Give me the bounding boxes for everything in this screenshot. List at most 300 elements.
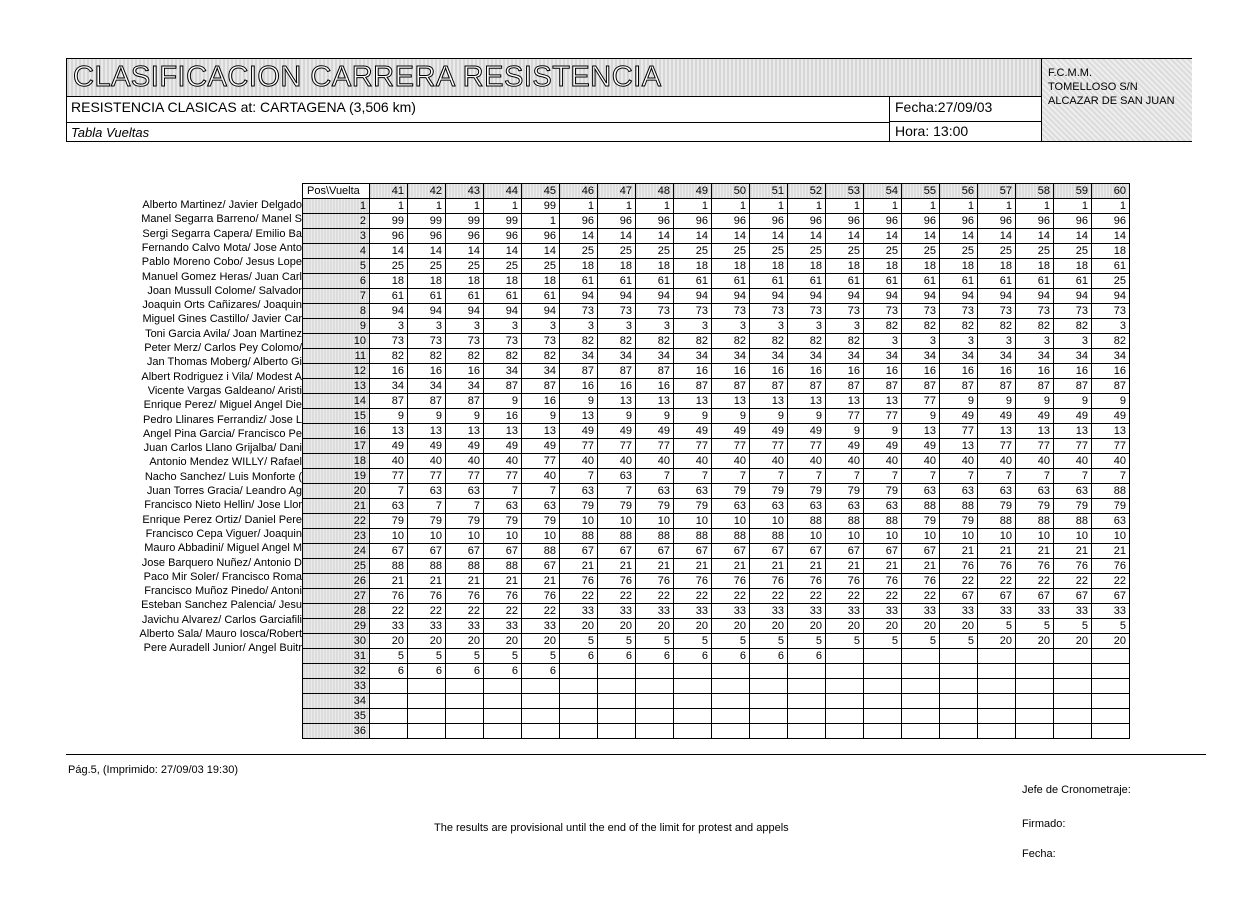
footer-divider <box>66 754 1206 755</box>
bike-number-cell: 82 <box>522 349 560 364</box>
bike-number-cell: 94 <box>560 289 598 304</box>
bike-number-cell <box>446 694 484 709</box>
bike-number-cell <box>1016 694 1054 709</box>
bike-number-cell: 40 <box>788 454 826 469</box>
bike-number-cell: 33 <box>1016 604 1054 619</box>
report-title: CLASIFICACION CARRERA RESISTENCIA <box>73 61 662 93</box>
bike-number-cell: 14 <box>446 244 484 259</box>
bike-number-cell: 77 <box>712 439 750 454</box>
bike-number-cell: 76 <box>712 574 750 589</box>
bike-number-cell: 49 <box>712 424 750 439</box>
bike-number-cell: 3 <box>522 319 560 334</box>
bike-number-cell: 96 <box>864 214 902 229</box>
bike-number-cell <box>522 724 560 739</box>
bike-number-cell: 34 <box>522 364 560 379</box>
bike-number-cell <box>902 724 940 739</box>
bike-number-cell: 14 <box>1054 229 1092 244</box>
table-row <box>303 259 1130 274</box>
bike-number-cell: 96 <box>446 229 484 244</box>
bike-number-cell: 9 <box>788 409 826 424</box>
bike-number-cell: 6 <box>370 664 408 679</box>
bike-number-cell: 40 <box>902 454 940 469</box>
bike-number-cell: 25 <box>864 244 902 259</box>
bike-number-cell <box>712 664 750 679</box>
bike-number-cell: 33 <box>750 604 788 619</box>
bike-number-cell: 94 <box>1054 289 1092 304</box>
bike-number-cell: 10 <box>978 529 1016 544</box>
bike-number-cell: 7 <box>560 469 598 484</box>
bike-number-cell: 88 <box>484 559 522 574</box>
team-name: Manel Segarra Barreno/ Manel S <box>141 213 302 226</box>
bike-number-cell: 82 <box>788 334 826 349</box>
bike-number-cell: 6 <box>712 649 750 664</box>
bike-number-cell: 61 <box>484 289 522 304</box>
bike-number-cell: 1 <box>484 199 522 214</box>
bike-number-cell <box>978 724 1016 739</box>
position-cell: 17 <box>303 439 370 454</box>
bike-number-cell <box>940 649 978 664</box>
bike-number-cell: 67 <box>826 544 864 559</box>
bike-number-cell: 67 <box>788 544 826 559</box>
bike-number-cell: 3 <box>408 319 446 334</box>
bike-number-cell: 14 <box>636 229 674 244</box>
bike-number-cell: 5 <box>788 634 826 649</box>
bike-number-cell: 77 <box>446 469 484 484</box>
bike-number-cell: 1 <box>370 199 408 214</box>
position-cell: 20 <box>303 484 370 499</box>
bike-number-cell <box>978 649 1016 664</box>
position-cell: 19 <box>303 469 370 484</box>
bike-number-cell: 3 <box>560 319 598 334</box>
bike-number-cell: 63 <box>674 484 712 499</box>
bike-number-cell: 76 <box>826 574 864 589</box>
bike-number-cell: 96 <box>750 214 788 229</box>
bike-number-cell: 33 <box>864 604 902 619</box>
bike-number-cell: 21 <box>750 559 788 574</box>
bike-number-cell: 21 <box>636 559 674 574</box>
bike-number-cell: 87 <box>598 364 636 379</box>
bike-number-cell: 61 <box>712 274 750 289</box>
position-cell: 36 <box>303 724 370 739</box>
bike-number-cell: 7 <box>522 484 560 499</box>
bike-number-cell: 87 <box>636 364 674 379</box>
position-cell: 23 <box>303 529 370 544</box>
position-cell: 8 <box>303 304 370 319</box>
bike-number-cell: 5 <box>902 634 940 649</box>
bike-number-cell: 9 <box>940 394 978 409</box>
bike-number-cell: 16 <box>370 364 408 379</box>
bike-number-cell: 18 <box>1054 259 1092 274</box>
chief-timekeeper-label: Jefe de Cronometraje: <box>1022 784 1131 796</box>
bike-number-cell: 14 <box>370 244 408 259</box>
bike-number-cell: 96 <box>788 214 826 229</box>
bike-number-cell: 18 <box>902 259 940 274</box>
bike-number-cell: 76 <box>598 574 636 589</box>
table-row <box>303 289 1130 304</box>
bike-number-cell <box>864 724 902 739</box>
bike-number-cell: 49 <box>1016 409 1054 424</box>
bike-number-cell: 63 <box>522 499 560 514</box>
bike-number-cell: 73 <box>864 304 902 319</box>
bike-number-cell: 20 <box>1016 634 1054 649</box>
bike-number-cell: 10 <box>1092 529 1130 544</box>
bike-number-cell: 14 <box>674 229 712 244</box>
bike-number-cell: 67 <box>978 589 1016 604</box>
bike-number-cell: 79 <box>484 514 522 529</box>
bike-number-cell: 73 <box>598 304 636 319</box>
position-cell: 4 <box>303 244 370 259</box>
bike-number-cell: 33 <box>788 604 826 619</box>
bike-number-cell: 73 <box>446 334 484 349</box>
bike-number-cell <box>1016 679 1054 694</box>
bike-number-cell: 7 <box>484 484 522 499</box>
bike-number-cell: 61 <box>788 274 826 289</box>
bike-number-cell: 21 <box>1016 544 1054 559</box>
bike-number-cell: 33 <box>1092 604 1130 619</box>
bike-number-cell: 5 <box>484 649 522 664</box>
bike-number-cell: 88 <box>370 559 408 574</box>
page-info: Pág.5, (Imprimido: 27/09/03 19:30) <box>68 764 238 776</box>
bike-number-cell: 9 <box>674 409 712 424</box>
team-name: Javichu Alvarez/ Carlos Garciafili <box>141 613 302 626</box>
bike-number-cell: 10 <box>408 529 446 544</box>
bike-number-cell: 13 <box>484 424 522 439</box>
bike-number-cell: 22 <box>750 589 788 604</box>
bike-number-cell: 79 <box>712 484 750 499</box>
bike-number-cell: 16 <box>902 364 940 379</box>
lap-header-cell: 57 <box>978 184 1016 199</box>
bike-number-cell: 40 <box>1054 454 1092 469</box>
bike-number-cell: 96 <box>598 214 636 229</box>
bike-number-cell: 67 <box>1092 589 1130 604</box>
bike-number-cell: 73 <box>560 304 598 319</box>
bike-number-cell: 1 <box>598 199 636 214</box>
bike-number-cell: 40 <box>940 454 978 469</box>
bike-number-cell: 77 <box>864 409 902 424</box>
bike-number-cell: 34 <box>598 349 636 364</box>
bike-number-cell: 73 <box>674 304 712 319</box>
table-row <box>303 619 1130 634</box>
table-row <box>303 469 1130 484</box>
bike-number-cell: 7 <box>750 469 788 484</box>
bike-number-cell: 34 <box>560 349 598 364</box>
bike-number-cell: 22 <box>902 589 940 604</box>
bike-number-cell: 6 <box>522 664 560 679</box>
bike-number-cell: 67 <box>864 544 902 559</box>
bike-number-cell: 10 <box>750 514 788 529</box>
bike-number-cell: 1 <box>902 199 940 214</box>
bike-number-cell: 49 <box>484 439 522 454</box>
bike-number-cell: 76 <box>864 574 902 589</box>
bike-number-cell: 79 <box>788 484 826 499</box>
bike-number-cell: 3 <box>598 319 636 334</box>
title-band <box>67 59 1041 97</box>
bike-number-cell: 1 <box>1092 199 1130 214</box>
bike-number-cell: 16 <box>788 364 826 379</box>
bike-number-cell: 40 <box>1092 454 1130 469</box>
bike-number-cell: 82 <box>864 319 902 334</box>
bike-number-cell <box>446 679 484 694</box>
position-cell: 26 <box>303 574 370 589</box>
bike-number-cell: 73 <box>826 304 864 319</box>
table-row <box>303 319 1130 334</box>
bike-number-cell: 25 <box>522 259 560 274</box>
bike-number-cell <box>902 694 940 709</box>
bike-number-cell: 73 <box>902 304 940 319</box>
bike-number-cell: 9 <box>446 409 484 424</box>
bike-number-cell: 63 <box>1016 484 1054 499</box>
bike-number-cell: 82 <box>978 319 1016 334</box>
bike-number-cell: 13 <box>446 424 484 439</box>
lap-header-cell: 49 <box>674 184 712 199</box>
bike-number-cell: 73 <box>788 304 826 319</box>
bike-number-cell: 18 <box>560 259 598 274</box>
bike-number-cell: 40 <box>598 454 636 469</box>
bike-number-cell: 34 <box>902 349 940 364</box>
bike-number-cell: 22 <box>560 589 598 604</box>
bike-number-cell <box>750 724 788 739</box>
bike-number-cell: 25 <box>1016 244 1054 259</box>
bike-number-cell: 61 <box>560 274 598 289</box>
bike-number-cell <box>1016 649 1054 664</box>
lap-header-cell: 46 <box>560 184 598 199</box>
position-cell: 5 <box>303 259 370 274</box>
bike-number-cell: 3 <box>370 319 408 334</box>
bike-number-cell: 22 <box>522 604 560 619</box>
bike-number-cell: 34 <box>940 349 978 364</box>
bike-number-cell: 20 <box>484 634 522 649</box>
bike-number-cell: 76 <box>408 589 446 604</box>
bike-number-cell: 14 <box>1016 229 1054 244</box>
position-cell: 29 <box>303 619 370 634</box>
bike-number-cell: 40 <box>636 454 674 469</box>
bike-number-cell: 33 <box>598 604 636 619</box>
bike-number-cell <box>636 724 674 739</box>
bike-number-cell: 7 <box>1092 469 1130 484</box>
bike-number-cell: 22 <box>636 589 674 604</box>
bike-number-cell: 20 <box>940 619 978 634</box>
bike-number-cell: 40 <box>674 454 712 469</box>
bike-number-cell: 40 <box>864 454 902 469</box>
bike-number-cell: 94 <box>446 304 484 319</box>
bike-number-cell: 13 <box>750 394 788 409</box>
position-cell: 35 <box>303 709 370 724</box>
bike-number-cell: 18 <box>484 274 522 289</box>
bike-number-cell: 67 <box>940 589 978 604</box>
bike-number-cell: 87 <box>978 379 1016 394</box>
provisional-disclaimer: The results are provisional until the end of the limit for protest and appels <box>434 822 789 834</box>
bike-number-cell: 67 <box>370 544 408 559</box>
bike-number-cell: 61 <box>978 274 1016 289</box>
lap-header-cell: 53 <box>826 184 864 199</box>
bike-number-cell: 76 <box>940 559 978 574</box>
bike-number-cell: 49 <box>598 424 636 439</box>
bike-number-cell: 21 <box>864 559 902 574</box>
table-row <box>303 484 1130 499</box>
bike-number-cell <box>408 724 446 739</box>
bike-number-cell: 16 <box>940 364 978 379</box>
position-cell: 34 <box>303 694 370 709</box>
bike-number-cell: 40 <box>750 454 788 469</box>
bike-number-cell: 82 <box>408 349 446 364</box>
bike-number-cell: 20 <box>978 634 1016 649</box>
bike-number-cell: 79 <box>978 499 1016 514</box>
bike-number-cell: 25 <box>408 259 446 274</box>
bike-number-cell: 88 <box>902 499 940 514</box>
bike-number-cell: 63 <box>484 499 522 514</box>
bike-number-cell <box>940 709 978 724</box>
report-date: Fecha:27/09/03 <box>895 99 993 115</box>
bike-number-cell <box>484 724 522 739</box>
team-name: Alberto Martinez/ Javier Delgado <box>142 199 302 211</box>
bike-number-cell: 99 <box>370 214 408 229</box>
bike-number-cell: 96 <box>826 214 864 229</box>
bike-number-cell: 40 <box>522 469 560 484</box>
team-name: Francisco Muñoz Pinedo/ Antoni <box>144 585 302 598</box>
bike-number-cell: 88 <box>1092 484 1130 499</box>
position-cell: 18 <box>303 454 370 469</box>
bike-number-cell: 96 <box>1016 214 1054 229</box>
bike-number-cell: 77 <box>408 469 446 484</box>
bike-number-cell: 7 <box>1054 469 1092 484</box>
bike-number-cell: 79 <box>826 484 864 499</box>
bike-number-cell: 5 <box>522 649 560 664</box>
bike-number-cell: 16 <box>598 379 636 394</box>
bike-number-cell: 21 <box>788 559 826 574</box>
team-name: Fernando Calvo Mota/ Jose Anto <box>141 241 302 254</box>
bike-number-cell: 21 <box>484 574 522 589</box>
bike-number-cell: 87 <box>446 394 484 409</box>
bike-number-cell: 5 <box>674 634 712 649</box>
bike-number-cell: 88 <box>788 514 826 529</box>
bike-number-cell: 10 <box>940 529 978 544</box>
table-row <box>303 604 1130 619</box>
bike-number-cell: 63 <box>940 484 978 499</box>
bike-number-cell: 21 <box>1054 544 1092 559</box>
date-time-box <box>889 96 1041 142</box>
bike-number-cell <box>940 664 978 679</box>
bike-number-cell: 82 <box>446 349 484 364</box>
bike-number-cell <box>522 679 560 694</box>
bike-number-cell: 10 <box>712 514 750 529</box>
bike-number-cell: 76 <box>522 589 560 604</box>
bike-number-cell: 18 <box>598 259 636 274</box>
bike-number-cell <box>674 679 712 694</box>
table-row <box>303 709 1130 724</box>
bike-number-cell: 14 <box>788 229 826 244</box>
bike-number-cell: 79 <box>750 484 788 499</box>
bike-number-cell <box>826 709 864 724</box>
bike-number-cell: 25 <box>598 244 636 259</box>
bike-number-cell <box>940 694 978 709</box>
bike-number-cell: 34 <box>1092 349 1130 364</box>
bike-number-cell: 5 <box>560 634 598 649</box>
bike-number-cell: 9 <box>1092 394 1130 409</box>
lap-header-cell: 51 <box>750 184 788 199</box>
bike-number-cell: 88 <box>712 529 750 544</box>
bike-number-cell: 96 <box>1054 214 1092 229</box>
bike-number-cell: 76 <box>446 589 484 604</box>
table-row <box>303 529 1130 544</box>
lap-header-cell: 56 <box>940 184 978 199</box>
bike-number-cell: 13 <box>1016 424 1054 439</box>
bike-number-cell: 21 <box>826 559 864 574</box>
bike-number-cell: 7 <box>370 484 408 499</box>
bike-number-cell: 9 <box>978 394 1016 409</box>
bike-number-cell: 34 <box>1054 349 1092 364</box>
bike-number-cell <box>522 694 560 709</box>
bike-number-cell: 5 <box>864 634 902 649</box>
table-row <box>303 514 1130 529</box>
bike-number-cell: 5 <box>940 634 978 649</box>
bike-number-cell: 14 <box>1092 229 1130 244</box>
bike-number-cell: 67 <box>598 544 636 559</box>
bike-number-cell: 49 <box>1054 409 1092 424</box>
bike-number-cell: 10 <box>522 529 560 544</box>
bike-number-cell: 67 <box>408 544 446 559</box>
bike-number-cell: 87 <box>902 379 940 394</box>
bike-number-cell: 21 <box>598 559 636 574</box>
bike-number-cell: 76 <box>1092 559 1130 574</box>
lap-header-cell: 59 <box>1054 184 1092 199</box>
bike-number-cell: 82 <box>1092 334 1130 349</box>
team-name: Jose Barquero Nuñez/ Antonio D <box>141 556 302 569</box>
bike-number-cell: 16 <box>636 379 674 394</box>
bike-number-cell <box>408 709 446 724</box>
position-cell: 1 <box>303 199 370 214</box>
bike-number-cell: 87 <box>940 379 978 394</box>
bike-number-cell <box>712 679 750 694</box>
bike-number-cell: 22 <box>674 589 712 604</box>
bike-number-cell: 63 <box>636 484 674 499</box>
bike-number-cell: 94 <box>750 289 788 304</box>
bike-number-cell: 77 <box>826 409 864 424</box>
bike-number-cell: 21 <box>370 574 408 589</box>
bike-number-cell: 20 <box>446 634 484 649</box>
bike-number-cell: 79 <box>902 514 940 529</box>
bike-number-cell: 49 <box>940 409 978 424</box>
bike-number-cell: 94 <box>1016 289 1054 304</box>
bike-number-cell: 73 <box>636 304 674 319</box>
bike-number-cell: 87 <box>408 394 446 409</box>
report-header <box>66 58 1192 142</box>
bike-number-cell: 18 <box>446 274 484 289</box>
bike-number-cell: 94 <box>1092 289 1130 304</box>
bike-number-cell: 79 <box>674 499 712 514</box>
team-name: Manuel Gomez Heras/ Juan Carl <box>141 270 302 283</box>
bike-number-cell: 14 <box>484 244 522 259</box>
bike-number-cell: 67 <box>446 544 484 559</box>
bike-number-cell <box>598 664 636 679</box>
bike-number-cell: 79 <box>408 514 446 529</box>
table-row <box>303 244 1130 259</box>
bike-number-cell: 61 <box>1092 259 1130 274</box>
bike-number-cell <box>598 709 636 724</box>
table-row <box>303 664 1130 679</box>
bike-number-cell: 18 <box>750 259 788 274</box>
bike-number-cell: 18 <box>1016 259 1054 274</box>
team-name: Sergi Segarra Capera/ Emilio Ba <box>142 227 302 240</box>
bike-number-cell: 67 <box>522 559 560 574</box>
bike-number-cell <box>902 709 940 724</box>
bike-number-cell: 82 <box>826 334 864 349</box>
bike-number-cell: 77 <box>788 439 826 454</box>
bike-number-cell: 34 <box>978 349 1016 364</box>
bike-number-cell: 76 <box>674 574 712 589</box>
bike-number-cell: 34 <box>712 349 750 364</box>
team-name: Joaquin Orts Cañizares/ Joaquin <box>142 299 302 312</box>
bike-number-cell: 21 <box>940 544 978 559</box>
